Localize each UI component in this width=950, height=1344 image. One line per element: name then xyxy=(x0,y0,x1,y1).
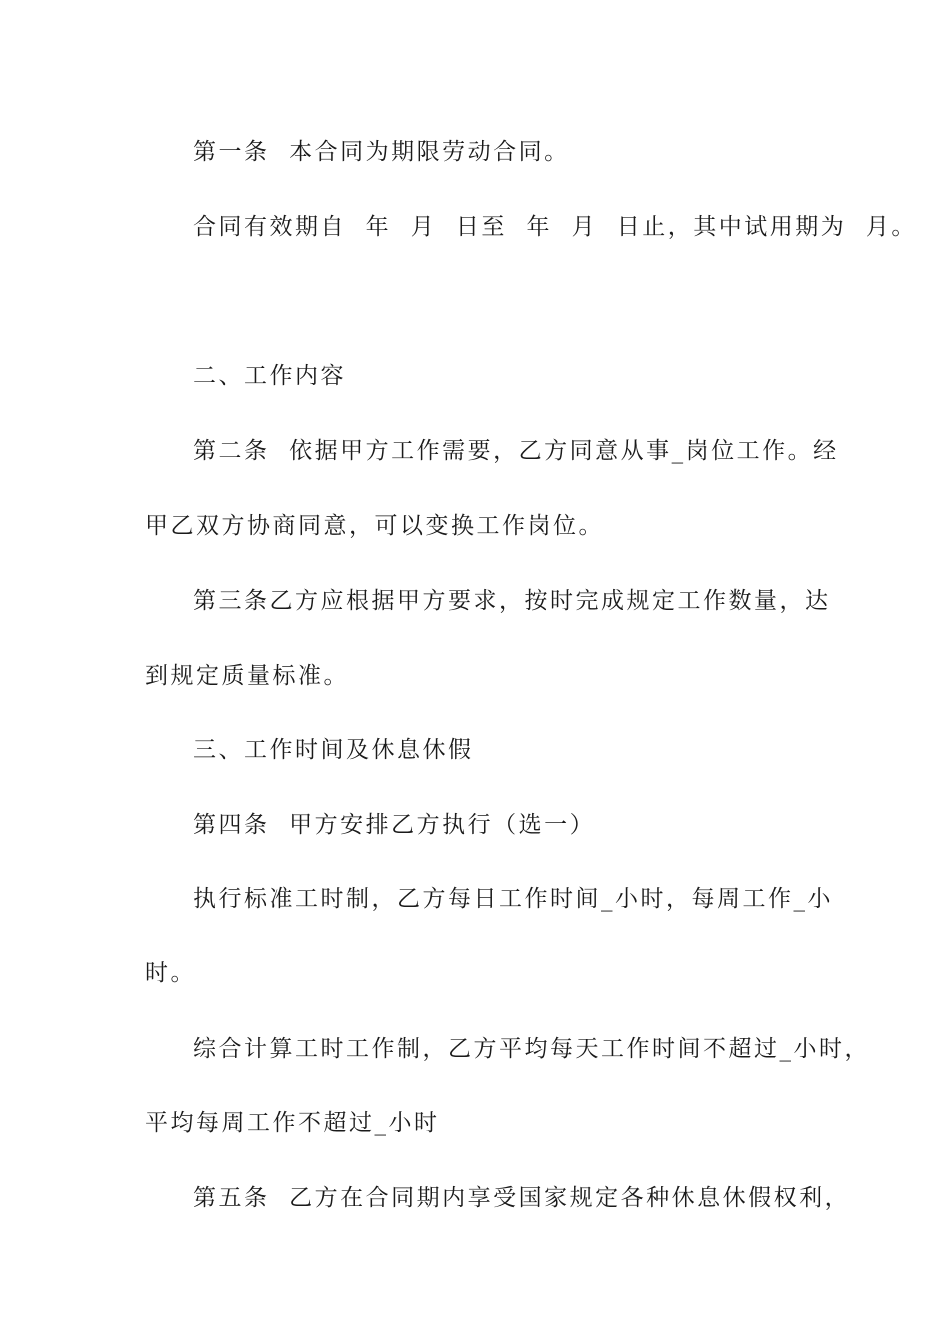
comprehensive-hours-line-2: 平均每周工作不超过_小时 xyxy=(145,1110,440,1136)
comprehensive-hours-line-1: 综合计算工时工作制，乙方平均每天工作时间不超过_小时， xyxy=(193,1036,870,1062)
standard-hours-line-1: 执行标准工时制，乙方每日工作时间_小时，每周工作_小 xyxy=(193,886,833,912)
clause-3-line-1: 第三条乙方应根据甲方要求，按时完成规定工作数量，达 xyxy=(193,588,831,614)
section-heading-work-content: 二、工作内容 xyxy=(193,363,346,389)
section-heading-work-hours: 三、工作时间及休息休假 xyxy=(193,737,474,763)
standard-hours-line-2: 时。 xyxy=(145,960,196,986)
clause-2-line-2: 甲乙双方协商同意，可以变换工作岗位。 xyxy=(145,513,604,539)
clause-2-line-1: 第二条 依据甲方工作需要，乙方同意从事_岗位工作。经 xyxy=(193,438,839,464)
clause-1-term: 第一条 本合同为期限劳动合同。 xyxy=(193,139,570,165)
clause-4-heading: 第四条 甲方安排乙方执行（选一） xyxy=(193,812,596,838)
clause-3-line-2: 到规定质量标准。 xyxy=(145,663,349,689)
clause-5-line-1: 第五条 乙方在合同期内享受国家规定各种休息休假权利， xyxy=(193,1185,851,1211)
contract-validity-period: 合同有效期自 年 月 日至 年 月 日止，其中试用期为 月。 xyxy=(193,214,917,240)
